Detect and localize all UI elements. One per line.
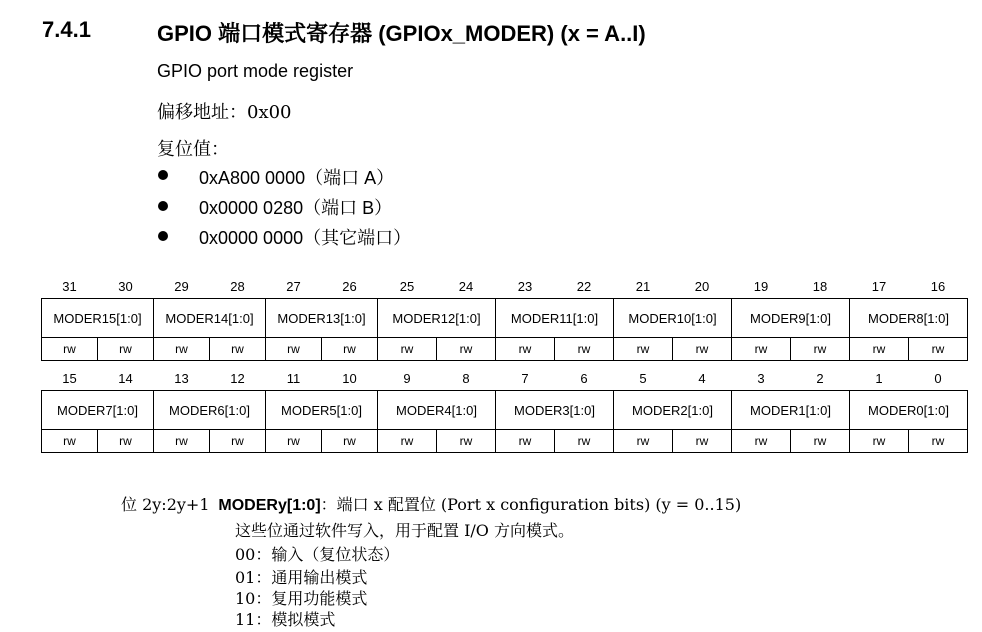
bit-number-row bbox=[42, 274, 968, 299]
access-type: rw bbox=[909, 430, 968, 453]
access-type: rw bbox=[791, 430, 850, 453]
bit-number: 15 bbox=[62, 370, 77, 386]
bit-number: 19 bbox=[753, 278, 769, 294]
bit-number: 3 bbox=[757, 370, 765, 386]
access-type: rw bbox=[378, 430, 437, 453]
field-bits: 位 2y:2y+1 bbox=[121, 495, 210, 514]
bit-number-row bbox=[42, 366, 968, 391]
field-moder15: MODER15[1:0] bbox=[42, 299, 154, 338]
mode-00: 00：输入（复位状态） bbox=[235, 545, 400, 564]
bit-number: 16 bbox=[930, 278, 946, 294]
bullet-icon bbox=[158, 170, 168, 180]
field-moder4: MODER4[1:0] bbox=[378, 391, 496, 430]
field-summary: 这些位通过软件写入，用于配置 I/O 方向模式。 bbox=[235, 521, 575, 540]
bit-number: 1 bbox=[875, 370, 883, 386]
access-type: rw bbox=[555, 338, 614, 361]
access-type: rw bbox=[850, 338, 909, 361]
field-moder5: MODER5[1:0] bbox=[266, 391, 378, 430]
field-name-row bbox=[42, 299, 968, 338]
access-type: rw bbox=[496, 430, 555, 453]
section-title: GPIO 端口模式寄存器 (GPIOx_MODER) (x = A..I) bbox=[157, 21, 646, 46]
field-moder1: MODER1[1:0] bbox=[732, 391, 850, 430]
access-type: rw bbox=[266, 430, 322, 453]
field-moder6: MODER6[1:0] bbox=[154, 391, 266, 430]
reset-value-other-ports: 0x0000 0000（其它端口） bbox=[199, 228, 412, 248]
access-type: rw bbox=[42, 430, 98, 453]
reset-value-label: 复位值： bbox=[157, 139, 229, 160]
access-type: rw bbox=[437, 430, 496, 453]
bit-number: 8 bbox=[462, 370, 470, 386]
field-moder2: MODER2[1:0] bbox=[614, 391, 732, 430]
access-type: rw bbox=[154, 430, 210, 453]
access-type: rw bbox=[791, 338, 850, 361]
access-type: rw bbox=[210, 430, 266, 453]
access-type: rw bbox=[322, 338, 378, 361]
bit-number: 29 bbox=[174, 278, 189, 294]
field-moder3: MODER3[1:0] bbox=[496, 391, 614, 430]
bit-number: 17 bbox=[871, 278, 887, 294]
field-moder13: MODER13[1:0] bbox=[266, 299, 378, 338]
bit-number: 28 bbox=[230, 278, 245, 294]
bit-number: 5 bbox=[639, 370, 647, 386]
access-type: rw bbox=[732, 430, 791, 453]
field-moder8: MODER8[1:0] bbox=[850, 299, 968, 338]
bit-number: 13 bbox=[174, 370, 189, 386]
bit-number: 12 bbox=[230, 370, 245, 386]
bit-number: 0 bbox=[934, 370, 942, 386]
bit-number: 4 bbox=[698, 370, 706, 386]
register-map-upper bbox=[41, 274, 968, 361]
field-moder11: MODER11[1:0] bbox=[496, 299, 614, 338]
bit-number: 30 bbox=[118, 278, 133, 294]
bit-number: 10 bbox=[342, 370, 357, 386]
access-type: rw bbox=[322, 430, 378, 453]
bit-number: 20 bbox=[694, 278, 710, 294]
bit-number: 27 bbox=[286, 278, 301, 294]
field-moder0: MODER0[1:0] bbox=[850, 391, 968, 430]
bit-number: 22 bbox=[576, 278, 592, 294]
access-type: rw bbox=[614, 430, 673, 453]
field-moder12: MODER12[1:0] bbox=[378, 299, 496, 338]
field-moder9: MODER9[1:0] bbox=[732, 299, 850, 338]
bit-number: 6 bbox=[580, 370, 588, 386]
bit-number: 23 bbox=[517, 278, 533, 294]
reset-value-port-a: 0xA800 0000（端口 A） bbox=[199, 168, 395, 188]
access-type: rw bbox=[210, 338, 266, 361]
bullet-icon bbox=[158, 201, 168, 211]
access-row bbox=[42, 338, 968, 361]
mode-11: 11：模拟模式 bbox=[235, 610, 336, 629]
section-number: 7.4.1 bbox=[42, 17, 91, 42]
register-map-lower bbox=[41, 366, 968, 453]
access-row bbox=[42, 430, 968, 453]
field-name-row bbox=[42, 391, 968, 430]
mode-01: 01：通用输出模式 bbox=[235, 568, 368, 587]
access-type: rw bbox=[266, 338, 322, 361]
field-moder7: MODER7[1:0] bbox=[42, 391, 154, 430]
field-name: MODERy[1:0] bbox=[218, 497, 321, 514]
field-title: ：端口 x 配置位 (Port x configuration bits) (y = 0..15) bbox=[320, 495, 742, 514]
bit-number: 18 bbox=[812, 278, 828, 294]
field-moder10: MODER10[1:0] bbox=[614, 299, 732, 338]
offset-address: 偏移地址：0x00 bbox=[157, 102, 292, 123]
bit-number: 9 bbox=[403, 370, 411, 386]
bit-number: 25 bbox=[399, 278, 415, 294]
access-type: rw bbox=[673, 338, 732, 361]
bit-number: 2 bbox=[816, 370, 824, 386]
bit-number: 24 bbox=[458, 278, 474, 294]
bullet-icon bbox=[158, 231, 168, 241]
access-type: rw bbox=[850, 430, 909, 453]
bit-number: 31 bbox=[62, 278, 77, 294]
access-type: rw bbox=[98, 430, 154, 453]
access-type: rw bbox=[154, 338, 210, 361]
bit-number: 7 bbox=[521, 370, 529, 386]
access-type: rw bbox=[98, 338, 154, 361]
access-type: rw bbox=[909, 338, 968, 361]
register-english-name: GPIO port mode register bbox=[157, 61, 354, 81]
reset-value-port-b: 0x0000 0280（端口 B） bbox=[199, 198, 393, 218]
access-type: rw bbox=[555, 430, 614, 453]
field-moder14: MODER14[1:0] bbox=[154, 299, 266, 338]
access-type: rw bbox=[732, 338, 791, 361]
access-type: rw bbox=[437, 338, 496, 361]
access-type: rw bbox=[614, 338, 673, 361]
bit-number: 14 bbox=[118, 370, 133, 386]
bit-number: 11 bbox=[286, 370, 301, 386]
bit-number: 21 bbox=[635, 278, 651, 294]
bit-number: 26 bbox=[342, 278, 357, 294]
access-type: rw bbox=[42, 338, 98, 361]
field-description-heading bbox=[121, 492, 741, 515]
access-type: rw bbox=[496, 338, 555, 361]
mode-10: 10：复用功能模式 bbox=[235, 589, 368, 608]
access-type: rw bbox=[673, 430, 732, 453]
access-type: rw bbox=[378, 338, 437, 361]
